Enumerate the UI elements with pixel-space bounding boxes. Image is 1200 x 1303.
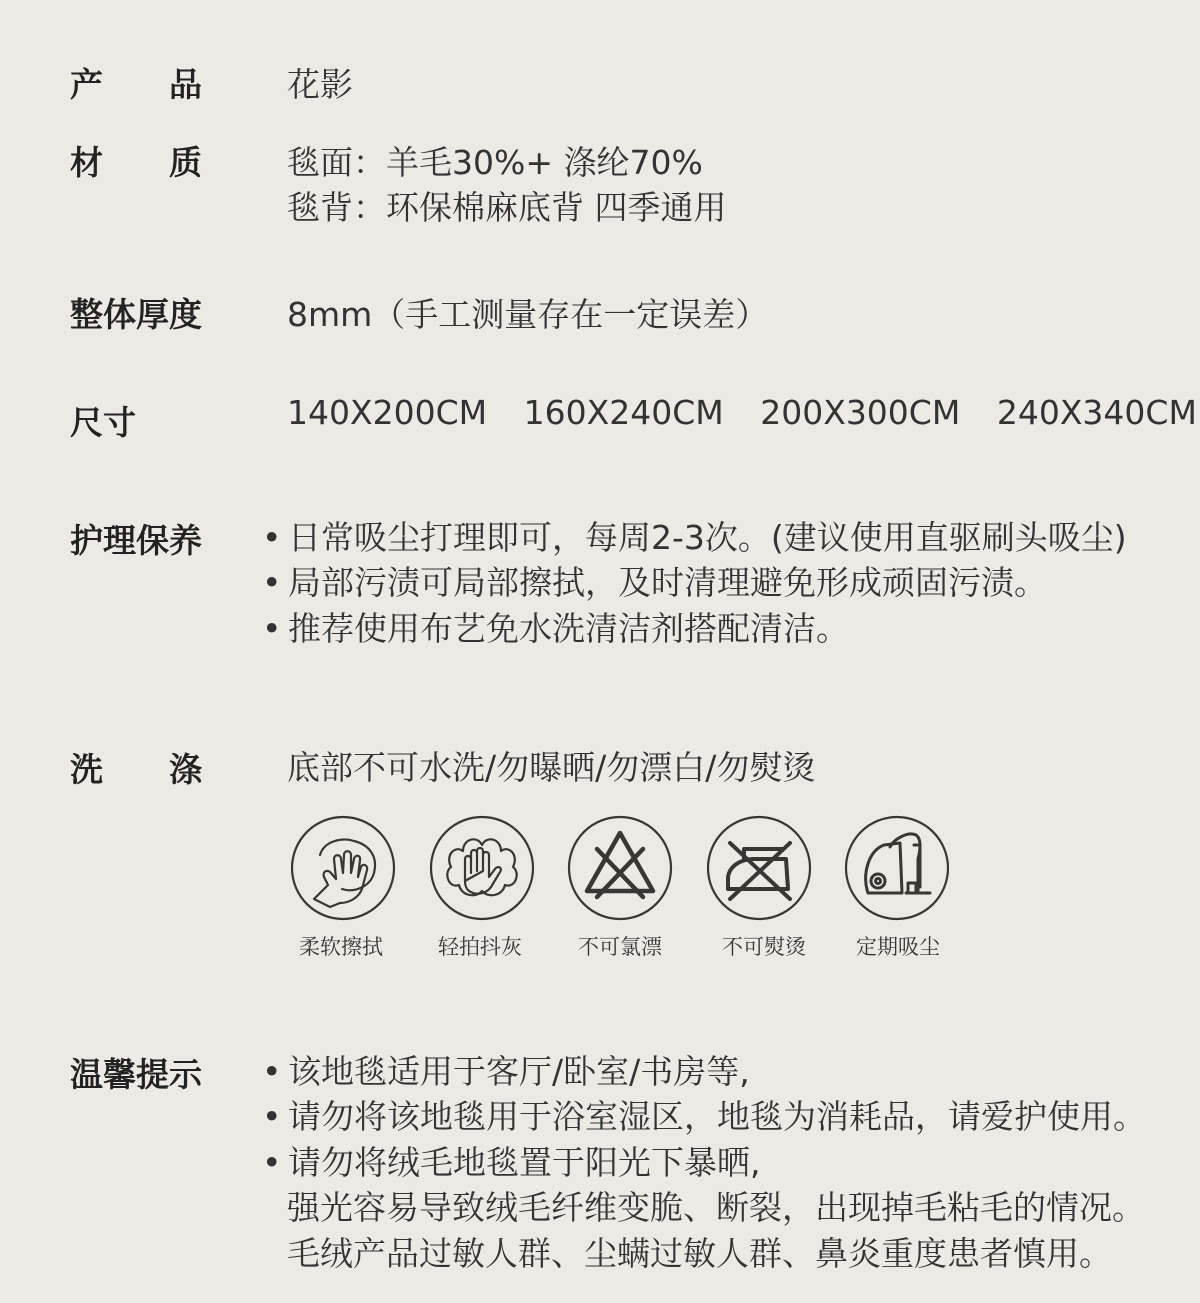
care-item: • 日常吸尘打理即可，每周2-3次。(建议使用直驱刷头吸尘) xyxy=(262,518,1127,557)
bullet: • xyxy=(262,609,282,648)
care-label: 护理保养 xyxy=(70,521,202,560)
material-label: 材 质 xyxy=(70,143,202,182)
material-face: 毯面：羊毛30%+ 涤纶70% xyxy=(287,143,703,182)
soft-wipe-caption: 柔软擦拭 xyxy=(299,935,383,959)
soft-wipe-icon xyxy=(290,815,396,921)
no-bleach-icon xyxy=(567,815,673,921)
bullet: • xyxy=(262,1143,282,1182)
care-item: • 推荐使用布艺免水洗清洁剂搭配清洁。 xyxy=(262,609,849,648)
vacuum-caption: 定期吸尘 xyxy=(856,935,940,959)
vacuum-icon xyxy=(844,815,950,921)
size-option: 160X240CM xyxy=(523,393,724,432)
size-list xyxy=(287,393,1200,432)
size-option: 140X200CM xyxy=(287,393,488,432)
no-bleach-caption: 不可氯漂 xyxy=(578,935,662,959)
tips-label: 温馨提示 xyxy=(70,1055,202,1094)
washing-label: 洗 涤 xyxy=(70,750,202,789)
thickness-label: 整体厚度 xyxy=(70,295,202,334)
tips-continuation: 毛绒产品过敏人群、尘螨过敏人群、鼻炎重度患者慎用。 xyxy=(287,1234,1112,1273)
pat-dust-icon xyxy=(429,815,535,921)
bullet: • xyxy=(262,1097,282,1136)
no-iron-caption: 不可熨烫 xyxy=(722,935,806,959)
pat-dust-caption: 轻拍抖灰 xyxy=(438,935,522,959)
care-item: • 局部污渍可局部擦拭，及时清理避免形成顽固污渍。 xyxy=(262,563,1047,602)
bullet: • xyxy=(262,1052,282,1091)
product-label: 产 品 xyxy=(70,65,202,104)
size-option: 200X300CM xyxy=(760,393,961,432)
thickness-value: 8mm（手工测量存在一定误差） xyxy=(287,295,769,334)
bullet: • xyxy=(262,518,282,557)
product-value: 花影 xyxy=(287,65,353,104)
size-option: 240X340CM xyxy=(996,393,1197,432)
material-back: 毯背：环保棉麻底背 四季通用 xyxy=(287,188,727,227)
washing-value: 底部不可水洗/勿曝晒/勿漂白/勿熨烫 xyxy=(287,748,816,787)
no-iron-icon xyxy=(706,815,812,921)
tips-item: • 请勿将绒毛地毯置于阳光下暴晒, xyxy=(262,1143,761,1182)
tips-item: • 该地毯适用于客厅/卧室/书房等, xyxy=(262,1052,750,1091)
tips-continuation: 强光容易导致绒毛纤维变脆、断裂，出现掉毛粘毛的情况。 xyxy=(287,1188,1145,1227)
size-label: 尺寸 xyxy=(70,403,136,442)
bullet: • xyxy=(262,563,282,602)
tips-item: • 请勿将该地毯用于浴室湿区，地毯为消耗品，请爱护使用。 xyxy=(262,1097,1146,1136)
